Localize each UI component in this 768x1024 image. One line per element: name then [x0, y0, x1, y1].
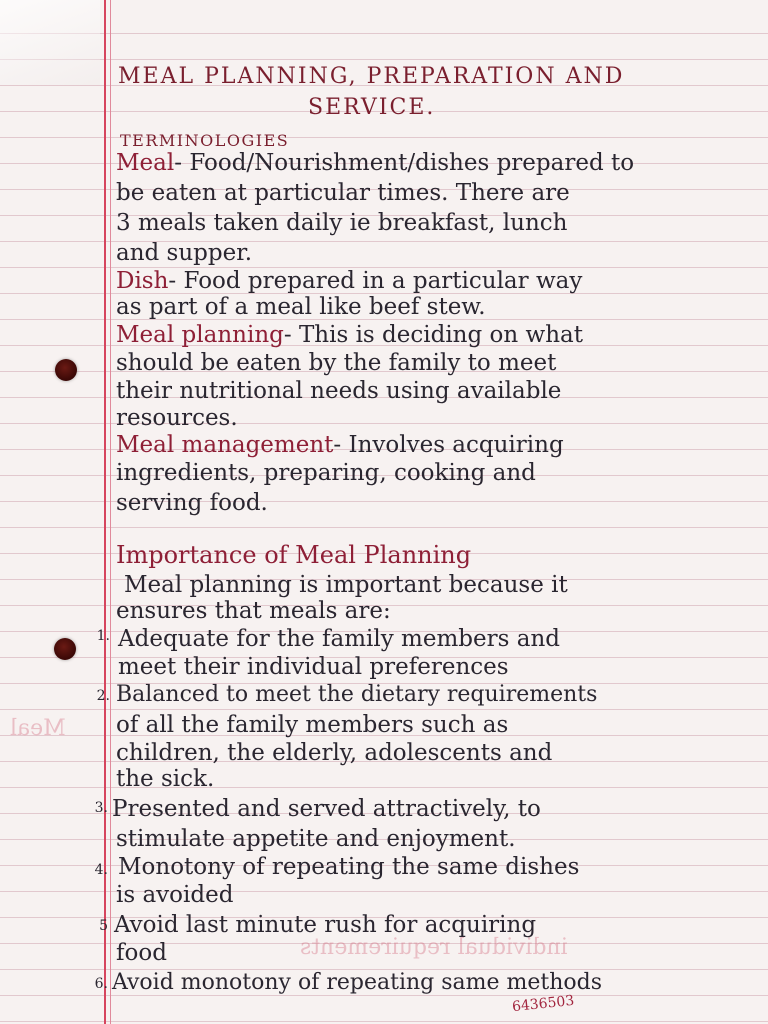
list-item: Monotony of repeating the same dishes — [118, 854, 580, 880]
definition-line: be eaten at particular times. There are — [116, 180, 570, 206]
definition-text: - Food prepared in a particular way — [168, 268, 583, 294]
page-title-line1: MEAL PLANNING, PREPARATION AND — [118, 64, 625, 89]
list-item-continued: the sick. — [116, 766, 215, 792]
term-meal-planning: Meal planning — [116, 322, 284, 348]
list-number: 6. — [94, 976, 108, 992]
definition-line: their nutritional needs using available — [116, 378, 562, 404]
term-meal-management: Meal management — [116, 432, 334, 458]
definition-meal-management — [116, 432, 564, 458]
list-item-continued: children, the elderly, adolescents and — [116, 740, 553, 766]
list-item: Avoid last minute rush for acquiring — [114, 912, 537, 938]
folded-corner — [0, 0, 100, 85]
list-item: Presented and served attractively, to — [112, 796, 541, 822]
list-number: 5 — [99, 918, 108, 934]
show-through-text: individual requirements — [300, 935, 568, 960]
section-heading-importance: Importance of Meal Planning — [116, 541, 472, 569]
punch-hole-top — [55, 359, 77, 381]
definition-line: should be eaten by the family to meet — [116, 350, 557, 376]
definition-line: and supper. — [116, 240, 253, 266]
list-item-continued: meet their individual preferences — [118, 654, 509, 680]
list-item: Balanced to meet the dietary requirements — [116, 682, 598, 707]
list-number: 2. — [96, 688, 110, 704]
list-number: 1. — [96, 628, 110, 644]
definition-line: as part of a meal like beef stew. — [116, 294, 486, 320]
definition-dish — [116, 268, 582, 294]
list-number: 4. — [94, 862, 108, 878]
definition-line: ingredients, preparing, cooking and — [116, 460, 536, 486]
list-item: Adequate for the family members and — [118, 626, 560, 652]
list-item-continued: food — [116, 940, 167, 966]
definition-line: resources. — [116, 405, 238, 431]
section-heading-terminologies: TERMINOLOGIES — [120, 131, 290, 150]
list-item: Avoid monotony of repeating same methods — [112, 970, 603, 995]
punch-hole-bottom — [54, 638, 76, 660]
list-item-continued: stimulate appetite and enjoyment. — [116, 826, 516, 852]
definition-text: - Involves acquiring — [333, 432, 564, 458]
list-item-continued: is avoided — [116, 882, 234, 908]
list-number: 3. — [94, 800, 108, 816]
definition-line: 3 meals taken daily ie breakfast, lunch — [116, 210, 568, 236]
importance-intro: ensures that meals are: — [116, 598, 391, 624]
list-item-continued: of all the family members such as — [116, 712, 509, 738]
definition-meal — [116, 150, 634, 176]
show-through-text: Meal — [10, 716, 66, 741]
margin-line-secondary — [110, 0, 111, 1024]
term-dish: Dish — [116, 268, 169, 294]
definition-text: - Food/Nourishment/dishes prepared to — [174, 150, 635, 176]
definition-text: - This is deciding on what — [283, 322, 583, 348]
definition-line: serving food. — [116, 490, 268, 516]
importance-intro: Meal planning is important because it — [124, 572, 568, 598]
page-title-line2: SERVICE. — [308, 95, 436, 120]
definition-meal-planning — [116, 322, 583, 348]
term-meal: Meal — [116, 150, 175, 176]
page-number: 6436503 — [511, 992, 576, 1016]
